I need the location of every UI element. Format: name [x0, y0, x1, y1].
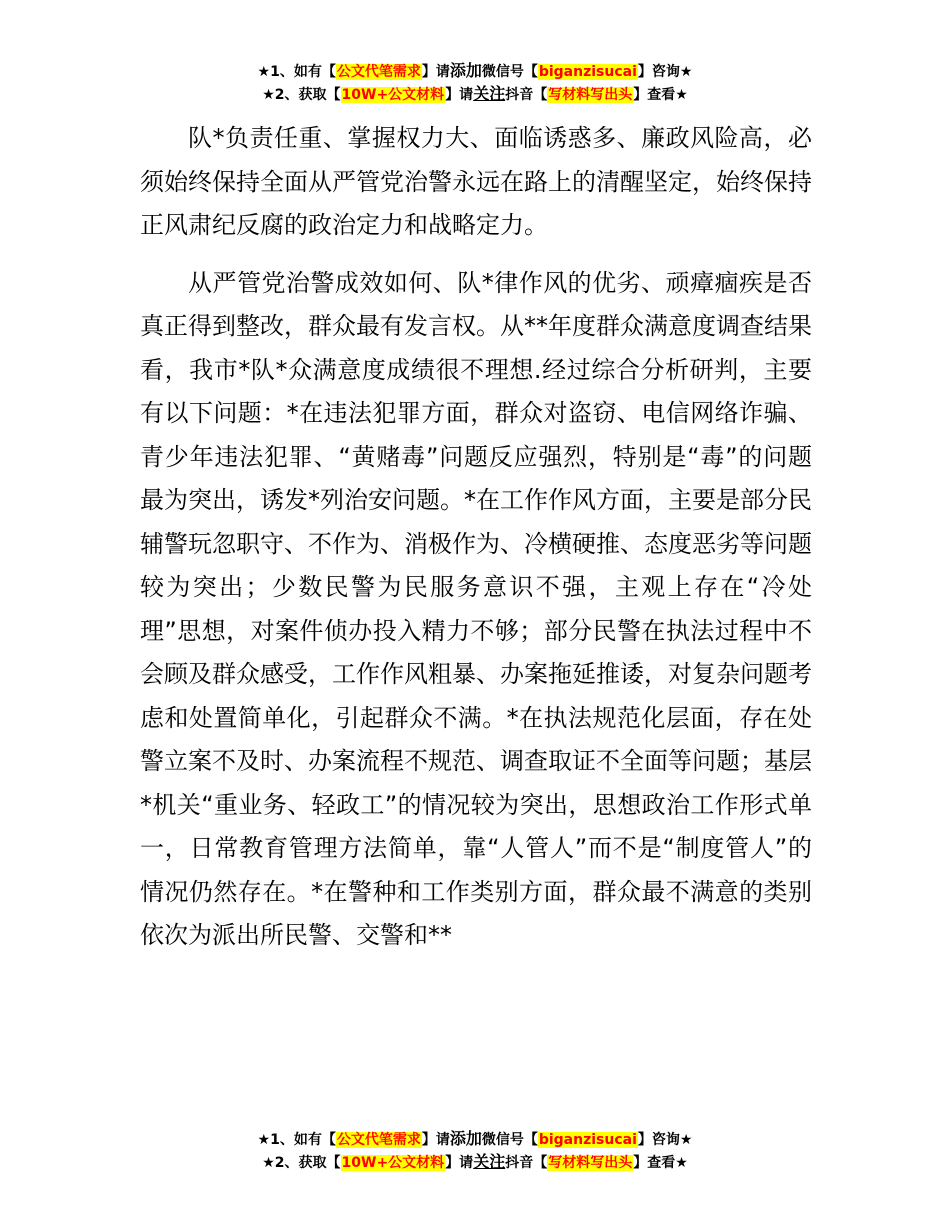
header-line-1-emphasis: 添加: [449, 61, 482, 80]
footer-line-1: [0, 1128, 950, 1151]
footer-line-2-mid2: 抖音【: [505, 1155, 548, 1171]
header-line-1-suffix: 】咨询★: [637, 64, 693, 80]
header-line-2-mid2: 抖音【: [505, 87, 548, 103]
footer-banner: [0, 1128, 950, 1174]
header-line-1-prefix: ★1、如有【: [257, 64, 336, 80]
footer-line-2-emphasis: 关注: [473, 1152, 506, 1171]
footer-line-2-highlight-douyin: 写材料写出头: [548, 1155, 633, 1171]
footer-line-1-emphasis: 添加: [449, 1129, 482, 1148]
footer-line-2-prefix: ★2、获取【: [262, 1155, 341, 1171]
header-line-1-mid2: 微信号【: [481, 64, 538, 80]
footer-line-2-suffix: 】查看★: [633, 1155, 688, 1171]
footer-line-1-mid2: 微信号【: [481, 1132, 538, 1148]
header-line-2-highlight-douyin: 写材料写出头: [548, 87, 633, 103]
header-line-2-suffix: 】查看★: [633, 87, 688, 103]
footer-line-2-mid: 】请: [445, 1155, 474, 1171]
body-paragraph-1: 队*负责任重、掌握权力大、面临诱惑多、廉政风险高，必须始终保持全面从严管党治警永远在路上的清醒坚定，始终保持正风肃纪反腐的政治定力和战略定力。: [140, 124, 812, 239]
footer-line-2-highlight-materials: 10W+公文材料: [341, 1155, 445, 1171]
header-banner: [0, 60, 950, 106]
header-line-1-highlight-wechat: biganzisucai: [538, 64, 637, 80]
header-line-1-highlight-service: 公文代笔需求: [336, 64, 421, 80]
header-line-1-mid: 】请: [421, 64, 450, 80]
header-line-2-emphasis: 关注: [473, 84, 506, 103]
header-line-2-mid: 】请: [445, 87, 474, 103]
footer-line-1-highlight-service: 公文代笔需求: [336, 1132, 421, 1148]
footer-line-1-suffix: 】咨询★: [637, 1132, 693, 1148]
body-paragraph-2: 从严管党治警成效如何、队*律作风的优劣、顽瘴痼疾是否真正得到整改，群众最有发言权。从**年度群众满意度调查结果看，我市*队*众满意度成绩很不理想.经过综合分析研判，主要有以下问题：*在违法犯罪方面，群众对盗窃、电信网络诈骗、青少年违法犯罪、“黄赌毒”问题反应强烈，特别是“毒”的问题最为突出，诱发*列治安问题。*在工作作风方面，主要是部分民辅警玩忽职守、不作为、消极作为、冷横硬推、态度恶劣等问题较为突出；少数民警为民服务意识不强，主观上存在“冷处理”思想，对案件侦办投入精力不够；部分民警在执法过程中不会顾及群众感受，工作作风粗暴、办案拖延推诿，对复杂问题考虑和处置简单化，引起群众不满。*在执法规范化层面，存在处警立案不及时、办案流程不规范、调查取证不全面等问题；基层*机关“重业务、轻政工”的情况较为突出，思想政治工作形式单一，日常教育管理方法简单，靠“人管人”而不是“制度管人”的情况仍然存在。*在警种和工作类别方面，群众最不满意的类别依次为派出所民警、交警和**: [140, 268, 812, 949]
document-body: [140, 117, 812, 958]
header-line-2: [0, 83, 950, 106]
header-line-2-prefix: ★2、获取【: [262, 87, 341, 103]
footer-line-1-prefix: ★1、如有【: [257, 1132, 336, 1148]
footer-line-1-highlight-wechat: biganzisucai: [538, 1132, 637, 1148]
footer-line-2: [0, 1151, 950, 1174]
header-line-2-highlight-materials: 10W+公文材料: [341, 87, 445, 103]
footer-line-1-mid: 】请: [421, 1132, 450, 1148]
header-line-1: [0, 60, 950, 83]
